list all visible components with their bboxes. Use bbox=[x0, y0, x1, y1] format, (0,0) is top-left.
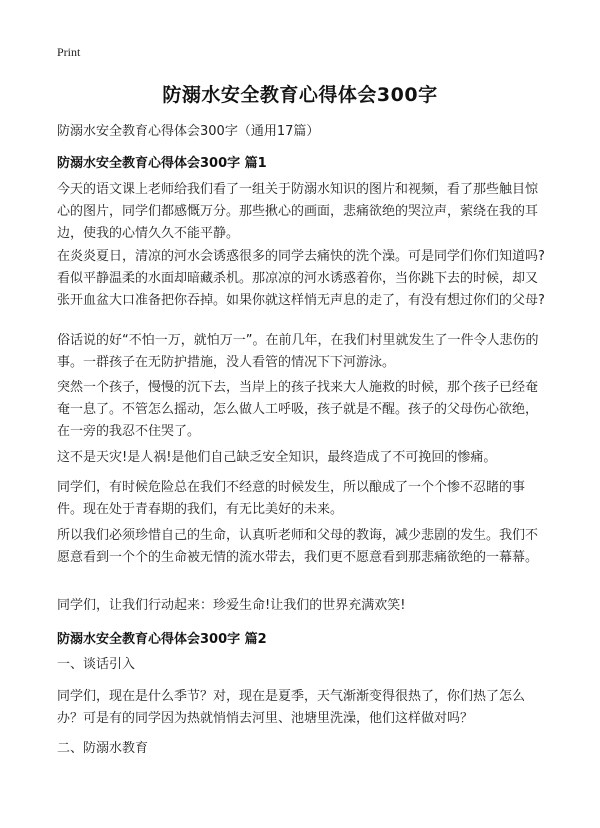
section-heading-1: 防溺水安全教育心得体会300字 篇1 bbox=[57, 156, 267, 171]
print-link[interactable]: Print bbox=[57, 45, 81, 59]
paragraph: 突然一个孩子，慢慢的沉下去，当岸上的孩子找来大人施救的时候，那个孩子已经奄奄一息了。不管怎么摇动，怎么做人工呼吸，孩子就是不醒。孩子的父母伤心欲绝，在一旁的我忍不住哭了。 bbox=[57, 380, 539, 439]
document-subtitle: 防溺水安全教育心得体会300字（通用17篇） bbox=[57, 124, 320, 139]
paragraph: 同学们，有时候危险总在我们不经意的时候发生，所以酿成了一个个惨不忍睹的事件。现在处于青春期的我们，有无比美好的未来。 bbox=[57, 480, 526, 517]
paragraph: 今天的语文课上老师给我们看了一组关于防溺水知识的图片和视频，看了那些触目惊心的图片，同学们都感慨万分。那些揪心的画面，悲痛欲绝的哭泣声，萦绕在我的耳边，使我的心情久久不能平静。 bbox=[57, 182, 539, 241]
paragraph: 一、谈话引入 bbox=[57, 657, 136, 672]
document-title: 防溺水安全教育心得体会300字 bbox=[162, 84, 438, 106]
paragraph: 同学们，让我们行动起来：珍爱生命!让我们的世界充满欢笑! bbox=[57, 598, 406, 613]
section-heading-2: 防溺水安全教育心得体会300字 篇2 bbox=[57, 632, 267, 647]
paragraph: 这不是天灾!是人祸!是他们自己缺乏安全知识，最终造成了不可挽回的惨痛。 bbox=[57, 450, 497, 465]
paragraph: 所以我们必须珍惜自己的生命，认真听老师和父母的教诲，减少悲剧的发生。我们不愿意看到一个个的生命被无情的流水带去，我们更不愿意看到那悲痛欲绝的一幕幕。 bbox=[57, 528, 539, 565]
paragraph: 同学们，现在是什么季节？对，现在是夏季，天气渐渐变得很热了，你们热了怎么办？可是有的同学因为热就悄悄去河里、池塘里洗澡，他们这样做对吗？ bbox=[57, 689, 526, 726]
paragraph: 在炎炎夏日，清凉的河水会诱惑很多的同学去痛快的洗个澡。可是同学们你们知道吗?看似平静温柔的水面却暗藏杀机。那凉凉的河水诱惑着你，当你跳下去的时候，却又张开血盆大口准备把你吞掉。如果你就这样悄无声息的走了，有没有想过你们的父母? bbox=[57, 249, 545, 308]
paragraph: 二、防溺水教育 bbox=[57, 741, 149, 756]
paragraph: 俗话说的好“不怕一万，就怕万一”。在前几年，在我们村里就发生了一件令人悲伤的事。一群孩子在无防护措施，没人看管的情况下下河游泳。 bbox=[57, 333, 539, 370]
